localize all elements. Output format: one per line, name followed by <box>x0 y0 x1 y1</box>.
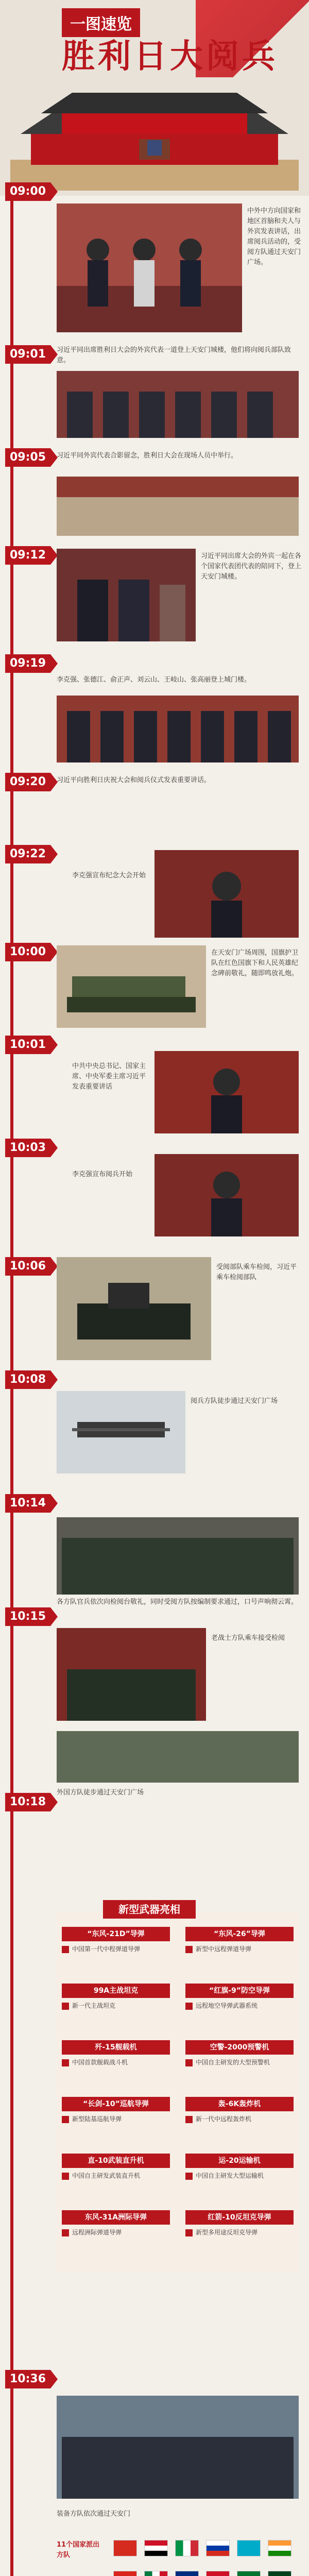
weapon-title: 直-10武装直升机 <box>62 2154 170 2168</box>
weapon-desc-text: 新一代主战坦克 <box>72 2002 116 2009</box>
flag-icon <box>206 2571 230 2576</box>
weapon-desc-text: 中国自主研发的大型预警机 <box>196 2059 270 2066</box>
weapon-title: 歼-15舰载机 <box>62 2040 170 2055</box>
weapon-desc-text: 中国首款舰载战斗机 <box>72 2059 128 2066</box>
time-badge: 10:14 <box>5 1494 50 1513</box>
time-badge: 10:15 <box>5 1607 50 1626</box>
weapon-desc <box>62 2001 173 2010</box>
square-icon <box>62 2229 69 2236</box>
event-text: 李克强宣布阅兵开始 <box>72 1171 133 1178</box>
weapon-title: 轰-6K轰炸机 <box>185 2097 294 2111</box>
flag-icon <box>175 2571 199 2576</box>
event-text: 受阅部队乘车检阅，习近平乘车检阅部队 <box>216 1263 297 1281</box>
square-icon <box>62 2003 69 2010</box>
weapon-desc <box>185 2058 296 2067</box>
weapon-desc-text: 新型中远程弹道导弹 <box>196 1945 252 1953</box>
photo <box>57 1731 299 1783</box>
square-icon <box>62 2116 69 2123</box>
flag-icon <box>113 2540 137 2556</box>
weapons-heading: 新型武器亮相 <box>103 1900 196 1919</box>
weapon-desc <box>62 2058 173 2067</box>
weapon-desc <box>62 1944 173 1954</box>
flag-icon <box>237 2571 261 2576</box>
weapon-title: “东风-21D”导弹 <box>62 1927 170 1941</box>
time-badge: 10:36 <box>5 2370 50 2388</box>
square-icon <box>185 2229 193 2236</box>
flags-title: 11个国家派出方队 <box>57 2541 100 2559</box>
event-text: 习近平同外宾代表合影留念，胜利日大会在现场人员中举行。 <box>57 452 238 460</box>
time-badge: 10:08 <box>5 1370 50 1389</box>
flag-icon <box>113 2571 137 2576</box>
weapon-desc-text: 中国第一代中程弹道导弹 <box>72 1945 141 1953</box>
event-text: 各方队官兵依次向检阅台敬礼，同时受阅方队按编制要求通过，口号声响彻云霄。 <box>57 1598 298 1606</box>
event-text: 装备方队依次通过天安门 <box>57 2510 131 2518</box>
time-badge: 09:20 <box>5 773 50 791</box>
photo <box>57 1257 211 1360</box>
weapon-title: 东风-31A洲际导弹 <box>62 2210 170 2225</box>
photo <box>57 1517 299 1595</box>
weapon-desc-text: 远程地空导弹武器系统 <box>196 2002 258 2009</box>
weapon-desc <box>185 2228 296 2237</box>
photo <box>57 371 299 438</box>
time-badge: 10:03 <box>5 1139 50 1157</box>
photo <box>57 477 299 536</box>
flag-icon <box>268 2540 291 2556</box>
square-icon <box>185 1946 193 1953</box>
square-icon <box>185 2173 193 2180</box>
weapon-title: “东风-26”导弹 <box>185 1927 294 1941</box>
weapon-title: 空警-2000预警机 <box>185 2040 294 2055</box>
photo <box>154 1051 299 1133</box>
photo <box>154 850 299 938</box>
event-text: 中共中央总书记、国家主席、中央军委主席习近平发表重要讲话 <box>72 1062 146 1091</box>
photo <box>57 204 242 332</box>
weapon-title: “长剑-10”巡航导弹 <box>62 2097 170 2111</box>
photo <box>154 1154 299 1236</box>
weapon-desc <box>185 2171 296 2180</box>
photo <box>57 2396 299 2499</box>
weapon-desc-text: 新一代中远程轰炸机 <box>196 2115 252 2123</box>
tiananmen-illustration <box>10 82 299 191</box>
flag-icon <box>237 2540 261 2556</box>
square-icon <box>185 2116 193 2123</box>
weapon-desc-text: 中国自主研发大型运输机 <box>196 2172 264 2179</box>
event-text: 老战士方队乘车接受检阅 <box>211 1634 285 1642</box>
event-text: 外国方队徒步通过天安门广场 <box>57 1789 144 1797</box>
flag-icon <box>206 2540 230 2556</box>
weapon-desc <box>62 2114 173 2124</box>
header-kicker: 一图速览 <box>62 8 140 37</box>
event-text: 李克强、张德江、俞正声、刘云山、王岐山、张高丽登上城门楼。 <box>57 676 251 684</box>
event-text: 习近平同出席胜利日大会的外宾代表一道登上天安门城楼，他们将向阅兵部队致意。 <box>57 346 291 364</box>
flag-icon <box>144 2571 168 2576</box>
flag-icon <box>175 2540 199 2556</box>
weapon-title: 红箭-10反坦克导弹 <box>185 2210 294 2225</box>
time-badge: 10:00 <box>5 943 50 961</box>
weapon-desc-text: 新型陆基巡航导弹 <box>72 2115 122 2123</box>
time-badge: 10:18 <box>5 1793 50 1811</box>
photo <box>57 696 299 762</box>
weapon-desc <box>62 2171 173 2180</box>
square-icon <box>62 2173 69 2180</box>
time-badge: 09:05 <box>5 448 50 467</box>
square-icon <box>185 2003 193 2010</box>
header-banner <box>0 0 309 196</box>
weapon-title: 运-20运输机 <box>185 2154 294 2168</box>
flag-icon <box>144 2540 168 2556</box>
photo <box>57 945 206 1028</box>
flag-icon <box>268 2571 291 2576</box>
time-badge: 09:19 <box>5 654 50 673</box>
weapon-desc-text: 远程洲际弹道导弹 <box>72 2229 122 2236</box>
time-badge: 09:22 <box>5 845 50 863</box>
time-badge: 09:12 <box>5 546 50 565</box>
event-text: 习近平同出席大会的外宾一起在各个国家代表团代表的陪同下，登上天安门城楼。 <box>201 552 302 581</box>
square-icon <box>62 1946 69 1953</box>
time-badge: 09:01 <box>5 345 50 364</box>
event-text: 李克强宣布纪念大会开始 <box>72 872 146 879</box>
weapon-title: 99A主战坦克 <box>62 1984 170 1998</box>
time-badge: 10:06 <box>5 1257 50 1276</box>
photo <box>57 1628 206 1721</box>
weapon-title: “红旗-9”防空导弹 <box>185 1984 294 1998</box>
photo <box>57 549 196 641</box>
square-icon <box>185 2059 193 2066</box>
weapon-desc <box>185 1944 296 1954</box>
weapon-desc <box>62 2228 173 2237</box>
weapon-desc <box>185 2001 296 2010</box>
weapon-desc <box>185 2114 296 2124</box>
page-title: 胜利日大阅兵 <box>62 38 278 76</box>
event-text: 在天安门广场周围，国旗护卫队在红色国旗下和人民英雄纪念碑前敬礼，随即鸣放礼炮。 <box>211 949 299 977</box>
time-badge: 10:01 <box>5 1036 50 1054</box>
weapon-desc-text: 中国自主研发武装直升机 <box>72 2172 141 2179</box>
photo <box>57 1391 185 1473</box>
time-badge: 09:00 <box>5 182 50 201</box>
weapon-desc-text: 新型多用途反坦克导弹 <box>196 2229 258 2236</box>
event-text: 阅兵方队徒步通过天安门广场 <box>191 1397 278 1405</box>
square-icon <box>62 2059 69 2066</box>
event-text: 中外中方向国家和地区首脑和夫人与外宾发表讲话，出席阅兵活动的，受阅方队通过天安门广场。 <box>247 207 301 266</box>
event-text: 习近平向胜利日庆祝大会和阅兵仪式发表重要讲话。 <box>57 776 211 784</box>
